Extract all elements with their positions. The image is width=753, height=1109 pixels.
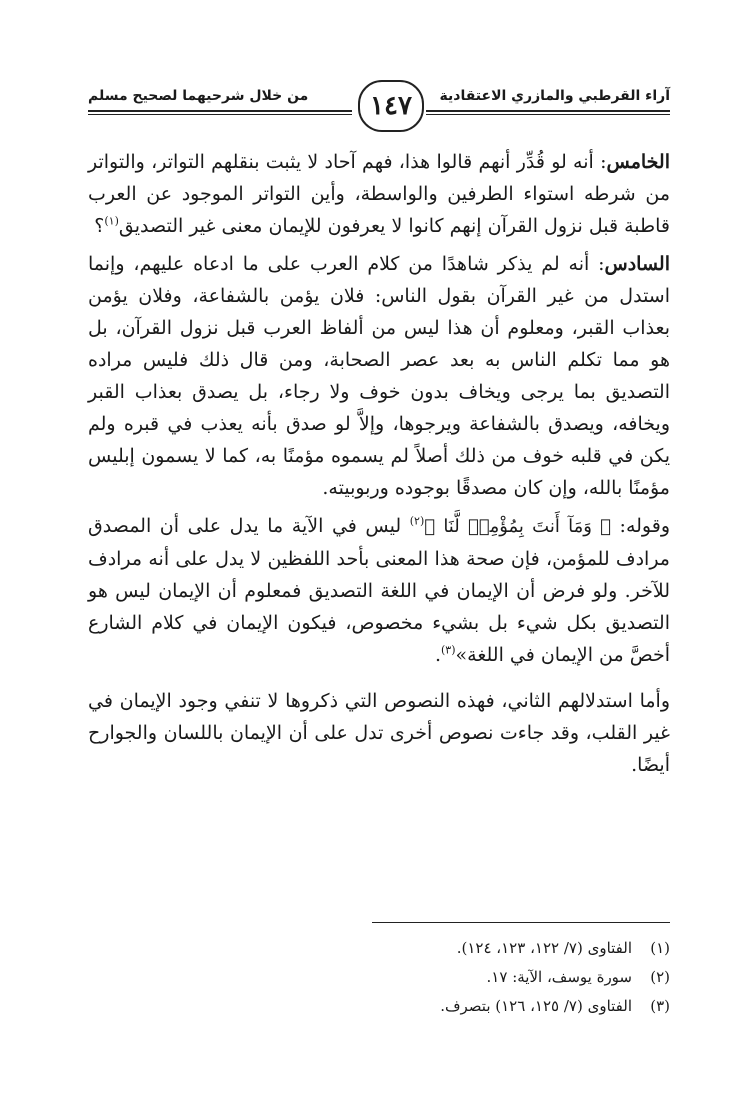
paragraph-quote xyxy=(88,510,670,671)
footnote-item xyxy=(88,992,670,1021)
footnote-text: سورة يوسف، الآية: ١٧. xyxy=(486,968,632,986)
footnote-item xyxy=(88,963,670,992)
header-rule xyxy=(426,114,670,115)
footnote-separator xyxy=(372,922,670,923)
footnote-text: الفتاوى (٧/ ١٢٥، ١٢٦) بتصرف. xyxy=(440,997,632,1015)
header-book-title: آراء القرطبي والمازري الاعتقادية xyxy=(439,88,670,104)
paragraph-label: السادس xyxy=(604,253,670,275)
spacer xyxy=(88,671,670,685)
paragraph-tail: . xyxy=(434,644,441,666)
quran-verse: ﴿ وَمَآ أَنتَ بِمُؤْمِنٖ لَّنَا ﴾ xyxy=(424,516,611,537)
main-text xyxy=(88,146,670,781)
footnote-ref[interactable]: (١) xyxy=(104,214,119,228)
paragraph-text: : أنه لم يذكر شاهدًا من كلام العرب على ما ادعاه عليهم، وإنما استدل من غير القرآن بقول الناس: فلان يؤمن بالشفاعة، وفلان يؤمن بعذاب القبر، ومعلوم أن هذا ليس من ألفاظ العرب قبل نزول القرآن، بل هو مما تكلم الناس به بعد عصر الصحابة، ومن قال ذلك فليس مراده التصديق بما يرجى ويخاف بدون خوف ولا رجاء، بل يصدق بعذاب القبر ويخافه، ويصدق بالشفاعة ويرجوها، وإلاَّ لو صدق بأنه يعذب في قبره ولم يكن في قلبه خوف من ذلك أصلاً لم يسموه مؤمنًا به، كما لا يسمون إبليس مؤمنًا بالله، وإن كان مصدقًا بوجوده وربوبيته. xyxy=(88,253,670,499)
paragraph-text: وأما استدلالهم الثاني، فهذه النصوص التي ذكروها لا تنفي وجود الإيمان في غير القلب، وقد جاءت نصوص أخرى تدل على أن الإيمان باللسان والجوارح أيضًا. xyxy=(88,690,670,776)
page-number: ١٤٧ xyxy=(358,80,424,132)
footnotes xyxy=(88,934,670,1021)
footnote-number: (٢) xyxy=(650,968,670,986)
paragraph-text: ليس في الآية ما يدل على أن المصدق مرادف للمؤمن، فإن صحة هذا المعنى بأحد اللفظين لا يدل على أنه مرادف للآخر. ولو فرض أن الإيمان في اللغة التصديق فمعلوم أن الإيمان ليس هو التصديق بكل شيء بل بشيء مخصوص، فيكون الإيمان في كلام الشارع أخصَّ من الإيمان في اللغة» xyxy=(88,515,670,666)
header-subtitle: من خلال شرحيهما لصحيح مسلم xyxy=(88,88,309,104)
footnote-item xyxy=(88,934,670,963)
header-rule xyxy=(426,110,670,112)
running-header xyxy=(88,70,670,130)
footnote-number: (٣) xyxy=(650,997,670,1015)
paragraph-label: الخامس xyxy=(606,151,670,173)
footnote-ref[interactable]: (٣) xyxy=(441,643,456,657)
header-rule xyxy=(88,110,352,112)
header-rule xyxy=(88,114,352,115)
paragraph-fifth xyxy=(88,146,670,242)
paragraph-sixth xyxy=(88,248,670,504)
paragraph-second-argument xyxy=(88,685,670,781)
footnote-ref[interactable]: (٢) xyxy=(409,514,425,528)
paragraph-tail: ؟ xyxy=(94,215,105,237)
footnote-text: الفتاوى (٧/ ١٢٢، ١٢٣، ١٢٤). xyxy=(456,939,632,957)
footnote-number: (١) xyxy=(650,939,670,957)
paragraph-text: : أنه لو قُدِّر أنهم قالوا هذا، فهم آحاد لا يثبت بنقلهم التواتر، والتواتر من شرطه استواء الطرفين والواسطة، وأين التواتر الموجود عن العرب قاطبة قبل نزول القرآن إنهم كانوا لا يعرفون للإيمان معنى غير التصديق xyxy=(88,151,670,237)
paragraph-lead: وقوله: xyxy=(610,515,670,537)
